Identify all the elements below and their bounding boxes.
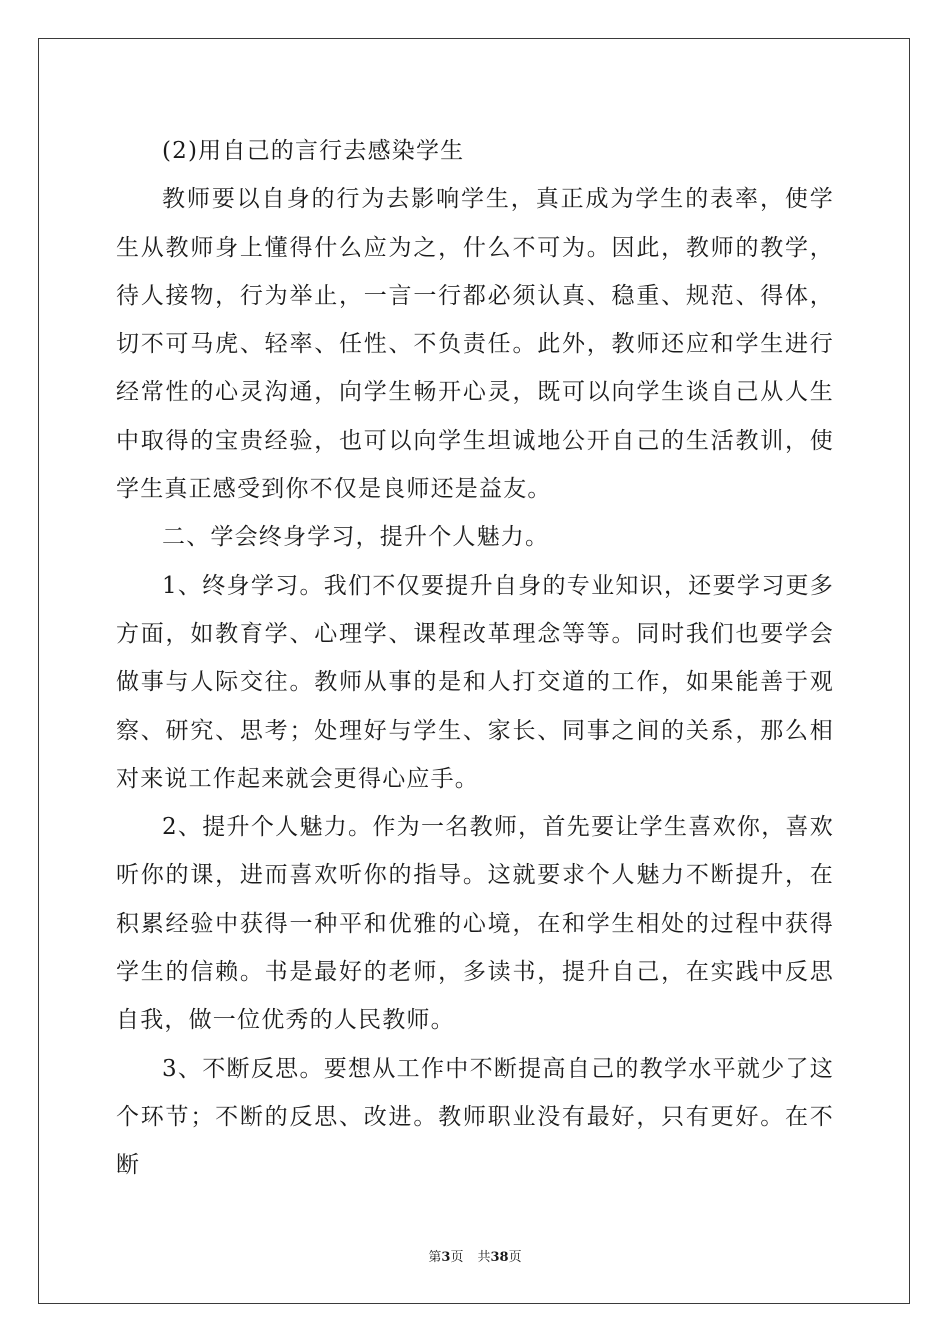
section-heading-lifelong-learning: 二、学会终身学习，提升个人魅力。 (162, 524, 550, 551)
page-footer (0, 1246, 950, 1265)
paragraph-lifelong-learning: 1、终身学习。我们不仅要提升自身的专业知识，还要学习更多方面，如教育学、心理学、课程改革理念等等。同时我们也要学会做事与人际交往。教师从事的是和人打交道的工作，如果能善于观察、研究、思考；处理好与学生、家长、同事之间的关系，那么相对来说工作起来就会更得心应手。 (116, 572, 834, 792)
paragraph-personal-charm: 2、提升个人魅力。作为一名教师，首先要让学生喜欢你，喜欢听你的课，进而喜欢听你的指导。这就要求个人魅力不断提升，在积累经验中获得一种平和优雅的心境，在和学生相处的过程中获得学生的信赖。书是最好的老师，多读书，提升自己，在实践中反思自我，做一位优秀的人民教师。 (116, 814, 834, 1034)
page-number: 第3页 (428, 1250, 464, 1265)
page-total: 共38页 (477, 1250, 522, 1265)
paragraph-heading-2: (2)用自己的言行去感染学生 (162, 138, 465, 164)
document-body (116, 127, 834, 1190)
paragraph-teacher-example: 教师要以自身的行为去影响学生，真正成为学生的表率，使学生从教师身上懂得什么应为之，什么不可为。因此，教师的教学，待人接物，行为举止，一言一行都必须认真、稳重、规范、得体，切不可马虎、轻率、任性、不负责任。此外，教师还应和学生进行经常性的心灵沟通，向学生畅开心灵，既可以向学生谈自己从人生中取得的宝贵经验，也可以向学生坦诚地公开自己的生活教训，使学生真正感受到你不仅是良师还是益友。 (116, 186, 834, 503)
paragraph-reflection: 3、不断反思。要想从工作中不断提高自己的教学水平就少了这个环节；不断的反思、改进。教师职业没有最好，只有更好。在不断 (116, 1055, 834, 1179)
